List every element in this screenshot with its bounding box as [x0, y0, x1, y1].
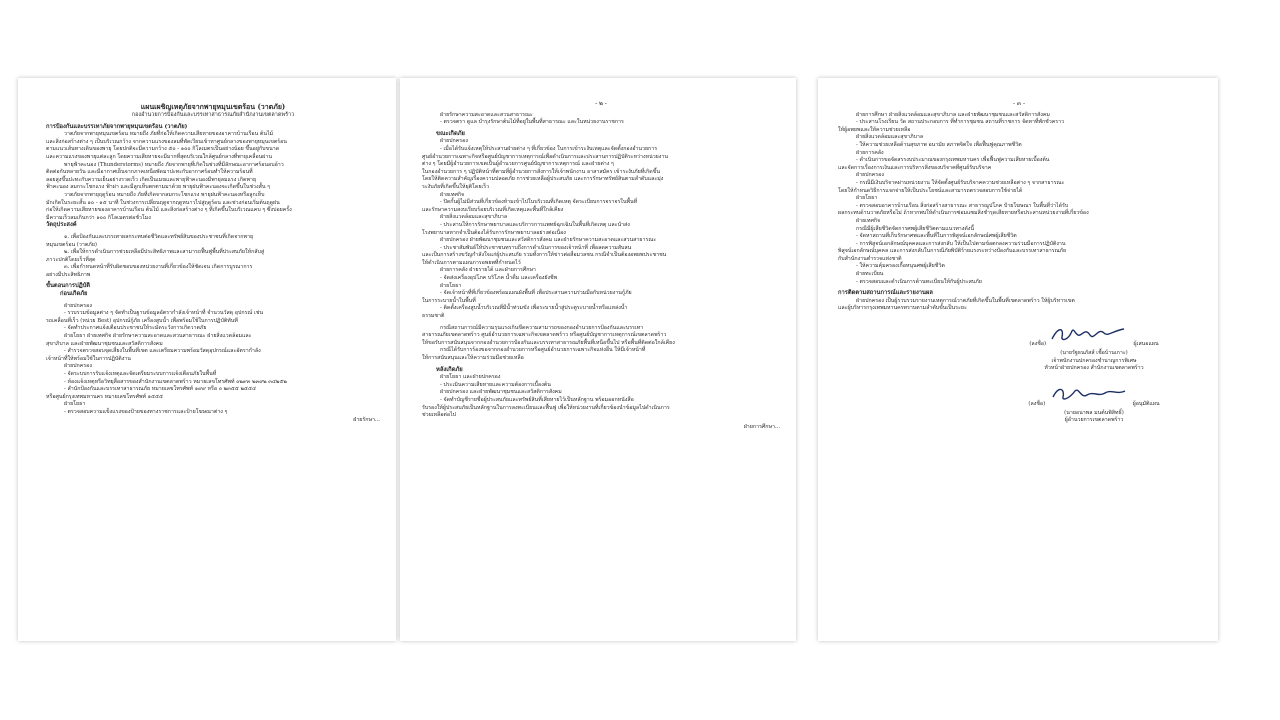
- text-line: หรือศูนย์กรุงเทพมหานคร หมายเลขโทรศัพท์ ๑๕๕๕: [46, 393, 164, 400]
- text-line: มักเกิดในระยะสั้น ๑๐ - ๑๕ นาที ในช่วงการเปลี่ยนฤดูจากฤดูหนาวไปสู่ฤดูร้อน และช่วงก่อนเริ่มต้นฤดูฝน: [46, 199, 280, 206]
- document-page-1: [18, 78, 396, 641]
- text-line: ในการระบายน้ำในพื้นที่: [422, 297, 476, 304]
- text-line: ในกองอำนวยการ ๆ ปฏิบัติหน้าที่ตามที่ผู้อำนวยการสั่งการให้เจ้าพนักงาน อาสาสมัคร เข้าระงับภัยที่เกิดขึ้น: [422, 168, 660, 175]
- text-line: ฝ่ายทะเบียน: [856, 271, 884, 278]
- text-line: - จัดส่งเครื่องอุปโภค บริโภค น้ำดื่ม และเครื่องยังชีพ: [440, 275, 558, 282]
- text-line: ฝ่ายปกครอง: [856, 172, 884, 179]
- text-line: ฝ่ายการคลัง ฝ่ายรายได้ และฝ่ายการศึกษา: [440, 267, 536, 274]
- text-line: - รวบรวมข้อมูลต่าง ๆ จัดทำเป็นฐานข้อมูลอัตรากำลังเจ้าหน้าที่ จำนวนวัสดุ อุปกรณ์ เช่น: [64, 310, 264, 317]
- text-line: หมุนเขตร้อน (วาตภัย): [46, 241, 97, 248]
- text-line: ๓. เพื่อกำหนดหน้าที่รับผิดชอบของหน่วยงานที่เกี่ยวข้องให้ชัดเจน เกิดการบูรณาการ: [64, 264, 253, 271]
- signature-icon: [1047, 383, 1127, 405]
- page-number: - ๒ -: [595, 100, 607, 107]
- section-heading: หลังเกิดภัย: [436, 366, 463, 373]
- text-line: ให้ผู้อพยพและให้ความช่วยเหลือ: [838, 126, 911, 133]
- text-line: พายุฟ้าคะนอง (Thunderstorms) หมายถึง ภัยจากพายุที่เกิดในช่วงที่มีลักษณะอากาศร้อนอบอ้าว: [64, 161, 284, 168]
- sub-heading: ก่อนเกิดภัย: [60, 291, 88, 298]
- text-line: ฝ่ายปกครอง ฝ่ายพัฒนาชุมชนและสวัสดิการสังคม และฝ่ายรักษาความสะอาดและสวนสาธารณะ: [440, 237, 657, 244]
- text-line: ฝ่ายสิ่งแวดล้อมและสุขาภิบาล: [856, 134, 924, 141]
- text-line: ภาวะปกติโดยเร็วที่สุด: [46, 256, 96, 263]
- text-line: ฟ้าคะนอง ลมกระโชกแรง ฟ้าผ่า และมีลูกเห็บตกตามมาด้วย พายุฝนฟ้าคะนองจะเกิดขึ้นในช่วงสั้น ๆ: [46, 184, 271, 191]
- text-line: พิสูจน์เอกลักษณ์บุคคล และการส่งกลับในการณีภัยพิบัติร้ายแรงระหว่างป้องกันและบรรเทาสาธารณภัย: [838, 248, 1067, 255]
- text-line: ฝ่ายรักษาความสะอาดและสวนสาธารณะ: [440, 111, 533, 118]
- continue-marker: ฝ่ายรักษา...: [353, 416, 380, 423]
- text-line: ลอยสูงขึ้นปะทะกับความเย็นอย่างรวดเร็ว เกิดเป็นเมฆและพายุฟ้าคะนองมีพายุลมแรง เกิดพายุ: [46, 176, 257, 183]
- steps-list: [46, 303, 380, 417]
- text-line: ฝ่ายปกครอง เป็นผู้รวบรวมรายงานเหตุการณ์วาตภัยที่เกิดขึ้นในพื้นที่เขตลาดพร้าว ให้ผู้บริหารเขต: [856, 297, 1075, 304]
- text-line: และรักษาความสงบเรียบร้อยบริเวณที่เกิดเหตุและพื้นที่ใกล้เคียง: [422, 206, 564, 213]
- role-suffix: ผู้เสนอแผน: [1133, 341, 1159, 348]
- text-line: และความแรงของพายุแต่ละลูก โดยความเสียหายจะมีมากที่สุดบริเวณใกล้ศูนย์กลางที่พายุเคลื่อนผ่าน: [46, 153, 272, 160]
- text-line: ฝ่ายปกครอง: [64, 302, 92, 309]
- text-line: และสิ่งก่อสร้างต่าง ๆ เป็นบริเวณกว้าง จากความแรงของลมที่พัดเวียนเข้าหาศูนย์กลางของพายุหมุนเขตร้อน: [46, 138, 287, 145]
- text-line: - กรณีมีเงินบริจาคผ่านหน่วยงาน ให้จัดตั้งศูนย์รับบริจาคความช่วยเหลือต่าง ๆ จากสาธารณะ: [856, 179, 1065, 186]
- text-line: ฝ่ายโยธา และฝ่ายปกครอง: [440, 374, 501, 381]
- text-line: วาตภัยจากพายุหมุนเขตร้อน หมายถึง ภัยที่ก่อให้เกิดความเสียหายของอาคารบ้านเรือน ต้นไม้: [64, 131, 274, 138]
- text-line: รับรองให้ผู้ประสบภัยเป็นหลักฐานในการลงทะเบียนและฟื้นฟู เพื่อให้หน่วยงานที่เกี่ยวข้องนำข้อมูลไปดำเนินการ: [422, 404, 670, 411]
- text-line: โดยให้กำหนดวิธีการแจกจ่ายให้เป็นประโยชน์และสามารถตรวจสอบการใช้จ่ายได้: [838, 187, 1023, 194]
- text-line: อย่างมีประสิทธิภาพ: [46, 271, 91, 278]
- page-body: [838, 112, 1200, 313]
- page-body: [422, 112, 780, 420]
- text-line: และเป็นการสร้างขวัญกำลังใจแก่ผู้ประสบภัย รวมทั้งการให้ข่าวต่อสื่อมวลชน กรณีจำเป็นต้องอพยพประชาชน: [422, 252, 667, 259]
- text-line: กรณีสถานการณ์มีความรุนแรงเกินขีดความสามารถของกองอำนวยการป้องกันและบรรเทา: [440, 324, 644, 331]
- signed-label: (ลงชื่อ): [1029, 341, 1047, 348]
- text-line: ตามแนวเส้นทางเดินของพายุ โดยปกติจะมีความกว้าง ๕๐ - ๑๐๐ กิโลเมตรเป็นอย่างน้อย ขึ้นอยู่กับขนาด: [46, 146, 280, 153]
- text-line: ฝ่ายปกครอง และฝ่ายพัฒนาชุมชนและสวัสดิการสังคม: [440, 389, 562, 396]
- continue-marker: ฝ่ายการศึกษา...: [743, 423, 780, 430]
- signer-position: หัวหน้าฝ่ายปกครอง สำนักงานเขตลาดพร้าว: [1044, 365, 1144, 372]
- role-suffix: ผู้อนุมัติแผน: [1132, 400, 1160, 407]
- section-heading: การติดตามสถานการณ์และรายงานผล: [838, 290, 933, 297]
- text-line: - ดำเนินการขอจัดสรรงบประมาณของกรุงเทพมหานคร เพื่อฟื้นฟูความเสียหายเบื้องต้น: [856, 157, 1050, 164]
- text-line: ฝ่ายโยธา: [64, 401, 86, 408]
- text-line: - สำรวจตรวจสอบจุดเสี่ยงในพื้นที่เขต และเตรียมความพร้อมวัสดุอุปกรณ์และอัตรากำลัง: [64, 348, 261, 355]
- text-line: มีความเร็วลมเกินกว่า ๑๐๐ กิโลเมตรต่อชั่วโมง: [46, 214, 151, 221]
- text-line: - ตรวจสอบอาคารบ้านเรือน สิ่งก่อสร้างสาธารณะ สาธารณูปโภค ป้ายโฆษณา ในพื้นที่ว่าได้รับ: [856, 202, 1069, 209]
- text-line: - ติดตั้งเครื่องสูบน้ำบริเวณที่มีน้ำท่วมขัง เพื่อระบายน้ำสู่ประตูระบายน้ำหรือแหล่งน้ำ: [440, 305, 628, 312]
- text-line: ผลกระทบด้านวาตภัยหรือไม่ ถ้าหากพบให้ดำเนินการซ่อมแซมสิ่งชำรุดเสียหายหรือประสานหน่วยงานที่เกี่ยวข้อง: [838, 210, 1089, 217]
- text-line: และผู้บริหารกรุงเทพมหานครทราบตามลำดับขั้นเป็นระยะ: [838, 305, 967, 312]
- text-line: - ตรวจสอบความแข็งแรงของป้ายของทางราชการและป้ายโฆษณาต่าง ๆ: [64, 408, 228, 415]
- signed-label: (ลงชื่อ): [1028, 400, 1046, 407]
- text-line: กรณีมีผู้เสียชีวิตจัดการศพผู้เสียชีวิตตามแนวทางดังนี้: [856, 225, 975, 232]
- section-heading: ขณะเกิดภัย: [436, 130, 465, 137]
- signature-mark: [1047, 389, 1133, 410]
- text-line: ฝ่ายปกครอง: [64, 363, 92, 370]
- document-page-2: [400, 78, 796, 641]
- paragraph-thunderstorm: [46, 162, 380, 223]
- text-line: โดยให้ติดความสำคัญเรื่องความปลอดภัย การช่วยเหลือผู้ประสบภัย และการรักษาทรัพย์สินตามลำดับและมุ่ง: [422, 176, 664, 183]
- text-line: ฝ่ายเทศกิจ: [856, 217, 881, 224]
- section-heading: การป้องกันและบรรเทาภัยจากพายุหมุนเขตร้อน (วาตภัย): [46, 123, 188, 130]
- text-line: - ให้ความคุ้มครองเกื้อหนุนศพผู้เสียชีวิต: [856, 263, 945, 270]
- text-line: - สำนักป้องกันและบรรเทาสาธารณภัย หมายเลขโทรศัพท์ ๑๙๙ หรือ ๐ ๒๓๕๕ ๒๕๕๔: [64, 386, 256, 393]
- text-line: ฝ่ายปกครอง: [440, 138, 468, 145]
- text-line: - ปิดกั้นผู้ไม่มีส่วนที่เกี่ยวข้องห้ามเข้าไปในบริเวณที่เกิดเหตุ จัดระเบียบการจราจรในพื้นที่: [440, 199, 638, 206]
- section-heading: ขั้นตอนการปฏิบัติ: [46, 283, 91, 290]
- text-line: - การพิสูจน์เอกลักษณ์บุคคลและการส่งกลับ ให้เป็นไปตามข้อตกลงความร่วมมือการปฏิบัติงาน: [856, 240, 1066, 247]
- signature-block-proposer: [838, 323, 1200, 373]
- text-line: โรงพยาบาลหากจำเป็นต้องได้รับการรักษาพยาบาลอย่างต่อเนื่อง: [422, 229, 566, 236]
- text-line: กับสำนักงานตำรวจแห่งชาติ: [838, 255, 902, 262]
- text-line: ฝ่ายเทศกิจ: [440, 191, 465, 198]
- text-line: - เมื่อได้รับแจ้งเหตุให้ประสานฝ่ายต่าง ๆ ที่เกี่ยวข้อง ในการเข้าระงับเหตุและจัดตั้งกองอำนวยการ: [440, 145, 658, 152]
- text-line: วาตภัยจากพายุฤดูร้อน หมายถึง ภัยที่เกิดจากลมกระโชกแรง พายุฝนฟ้าคะนองหรือลูกเห็บ: [64, 191, 265, 198]
- text-line: - ให้ความช่วยเหลือด้านสุขภาพ อนามัย สภาพจิตใจ เพื่อฟื้นฟูคุณภาพชีวิต: [856, 141, 1022, 148]
- text-line: - ตรวจสอบและดำเนินการด้านทะเบียนให้กับผู้ประสบภัย: [856, 278, 982, 285]
- text-line: ฝ่ายการศึกษา ฝ่ายสิ่งแวดล้อมและสุขาภิบาล และฝ่ายพัฒนาชุมชนและสวัสดิการสังคม: [856, 111, 1050, 118]
- page-number: - ๓ -: [1013, 100, 1025, 107]
- text-line: - จัดทำบัญชีรายชื่อผู้ประสบภัยและทรัพย์สินที่เสียหายไว้เป็นหลักฐาน พร้อมออกหนังสือ: [440, 396, 634, 403]
- text-line: ติดต่อกันหลายวัน และมีอากาศเย็นจากภาคเหนือพัดมาปะทะกับอากาศร้อนทำให้ความร้อนที่: [46, 169, 253, 176]
- text-line: - ประสานให้การรักษาพยาบาลและบริการการแพทย์ฉุกเฉินในพื้นที่เกิดเหตุ และนำส่ง: [440, 221, 630, 228]
- text-line: ให้ขอรับการสนับสนุนจากกองอำนวยการป้องกันและบรรเทาสาธารณภัยพื้นที่เหนือขึ้นไป หรือพื้นที่ติดต่อใกล้เคียง: [422, 339, 675, 346]
- section-heading: วัตถุประสงค์: [46, 222, 77, 229]
- text-line: เจ้าหน้าที่ให้พร้อมใช้ในการปฏิบัติงาน: [46, 355, 131, 362]
- text-line: - จัดเจ้าหน้าที่ที่เกี่ยวข้องพร้อมแผนผังพื้นที่ เพื่อประสานความร่วมมือกับหน่วยงานกู้ภัย: [440, 290, 632, 297]
- text-line: - ประเมินความเสียหายและความต้องการเบื้องต้น: [440, 381, 551, 388]
- text-line: และจัดการเรื่องการเงินและการบริหารสิ่งของบริจาคที่ศูนย์รับบริจาค: [838, 164, 992, 171]
- text-line: ฝ่ายโยธา: [440, 282, 462, 289]
- text-line: - ประชาสัมพันธ์ให้ประชาชนทราบถึงการดำเนินการของเจ้าหน้าที่ เพื่อลดความสับสน: [440, 244, 632, 251]
- text-line: ฝ่ายสิ่งแวดล้อมและสุขาภิบาล: [440, 214, 508, 221]
- text-line: - ห้องแจ้งเหตุหรือวิทยุสื่อสารของสำนักงานเขตลาดพร้าว หมายเลขโทรศัพท์ ๐๒๙๓ ๒๓๙๒ ๓๔๒๕๒: [64, 378, 287, 385]
- text-line: ๑. เพื่อป้องกันและบรรเทาผลกระทบต่อชีวิตและทรัพย์สินของประชาชนที่เกิดจากพายุ: [64, 233, 254, 240]
- text-line: ระงับภัยที่เกิดขึ้นให้ยุติโดยเร็ว: [422, 183, 490, 190]
- text-line: ช่วยเหลือต่อไป: [422, 412, 457, 419]
- text-line: - ประสานโรงเรียน วัด สถานประกอบการ ที่ทำการชุมชน สถานที่ราชการ จัดหาที่พักชั่วคราว: [856, 119, 1065, 126]
- signer-position: ผู้อำนวยการเขตลาดพร้าว: [1064, 417, 1124, 424]
- text-line: ให้ดำเนินการตามแผนการอพยพที่กำหนดไว้: [422, 259, 521, 266]
- signature-mark: [1048, 329, 1134, 350]
- text-line: ธรรมชาติ: [422, 313, 445, 320]
- text-line: ให้การสนับสนุนและให้ความร่วมมือช่วยเหลือ: [422, 355, 524, 361]
- signature-icon: [1048, 323, 1128, 345]
- signer-position: เจ้าพนักงานปกครองชำนาญการพิเศษ: [1051, 357, 1137, 364]
- text-line: - จัดหาสถานที่เก็บรักษาศพและพื้นที่ในการพิสูจน์เอกลักษณ์ศพผู้เสียชีวิต: [856, 233, 1017, 240]
- text-line: ฝ่ายโยธา ฝ่ายเทศกิจ ฝ่ายรักษาความสะอาดและสวนสาธารณะ ฝ่ายสิ่งแวดล้อมและ: [64, 333, 252, 340]
- text-line: ฝ่ายโยธา: [856, 195, 878, 202]
- text-line: ศูนย์อำนวยการเฉพาะกิจหรือศูนย์บัญชาการเหตุการณ์เพื่อดำเนินการและประสานการปฏิบัติระหว่างหน่วยงาน: [422, 153, 668, 160]
- document-title: แผนเผชิญเหตุภัยจากพายุหมุนเขตร้อน (วาตภัย): [140, 102, 286, 111]
- document-page-3: [818, 78, 1218, 641]
- signer-name: (นายอนาพล มนต์นพิสิทธิ์): [1064, 409, 1124, 416]
- signer-name: (นายรัฐธนภัสส์ เชื้อบ้านเกาะ): [1060, 350, 1128, 357]
- text-line: ๒. เพื่อให้การดำเนินการช่วยเหลือมีประสิทธิภาพและสามารถฟื้นฟูพื้นที่ประสบภัยให้กลับสู่: [64, 249, 265, 256]
- text-line: ต่าง ๆ โดยมีผู้อำนวยการเขตเป็นผู้อำนวยการศูนย์บัญชาการเหตุการณ์ และฝ่ายต่าง ๆ: [422, 161, 614, 168]
- text-line: รถเคลื่อนที่เร็ว (หน่วย Best) อุปกรณ์กู้ภัย เครื่องสูบน้ำ เพื่อพร้อมใช้ในการปฏิบัติทันที: [46, 317, 238, 324]
- signature-block-approver: [838, 383, 1200, 425]
- text-line: สาธารณภัยเขตลาดพร้าว ศูนย์อำนวยการเฉพาะกิจเขตลาดพร้าว หรือศูนย์บัญชาการเหตุการณ์เขตลาดพร้าว: [422, 332, 667, 339]
- text-line: สุขาภิบาล และฝ่ายพัฒนาชุมชนและสวัสดิการสังคม: [46, 340, 163, 347]
- text-line: - ตรวจตรา ดูแล บำรุงรักษาต้นไม้ที่อยู่ในพื้นที่สาธารณะ และในหน่วยงานราชการ: [440, 119, 624, 126]
- document-subtitle: กองอำนวยการป้องกันและบรรเทาสาธารณภัยสำนักงานเขตลาดพร้าว: [131, 112, 295, 118]
- text-line: ฝ่ายการคลัง: [856, 149, 884, 156]
- text-line: - จัดระบบการรับแจ้งเหตุและจัดเตรียมระบบการแจ้งเตือนภัยในพื้นที่: [64, 371, 217, 377]
- text-line: กรณีได้รับการร้องขอจากกองอำนวยการหรือศูนย์อำนวยการเฉพาะกิจแห่งอื่น ให้มีเจ้าหน้าที่: [440, 347, 646, 354]
- paragraph-cyclone: [46, 131, 380, 161]
- text-line: ก่อให้เกิดความเสียหายของอาคารบ้านเรือน ต้นไม้ และสิ่งก่อสร้างต่าง ๆ ที่เกิดขึ้นในบริเวณแคบ ๆ ซึ่งบ่อยครั้ง: [46, 207, 292, 214]
- text-line: - จัดทำประกาศแจ้งเตือนประชาชนให้ระมัดระวังการเกิดวาตภัย: [64, 325, 207, 332]
